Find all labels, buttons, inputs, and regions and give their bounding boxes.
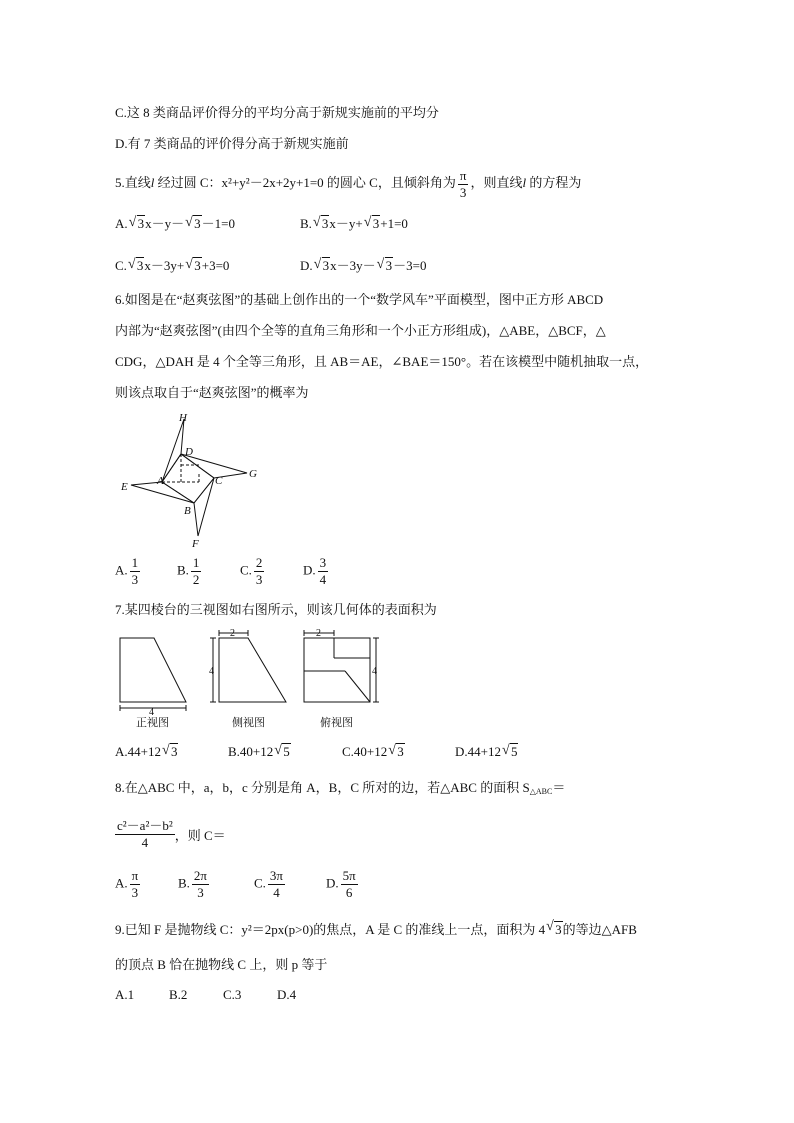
three-view-figure	[112, 624, 392, 734]
side-left-dim: 4	[209, 666, 214, 677]
q6-option-a: A. $\frac{1}{3}$	[115, 555, 139, 587]
q5-stem: 5.直线l 经过圆 C：x²+y²－2x+2y+1=0 的圆心 C，且倾斜角为 $\frac{\pi}{3}$ ，则直线l 的方程为	[115, 168, 582, 200]
q7-option-c: C.40+12 √ 3	[342, 743, 404, 759]
label-d: D	[185, 446, 193, 458]
label-front-view: 正视图	[136, 717, 169, 729]
q6-option-c: C. $\frac{2}{3}$	[240, 555, 263, 587]
label-side-view: 侧视图	[232, 717, 265, 729]
triangle-dah	[162, 419, 184, 482]
label-c: C	[215, 475, 223, 487]
top-right-dim: 4	[372, 666, 377, 677]
side-view	[219, 638, 286, 702]
q8-fraction-line: $\frac{\text{c²－a²－b²}}{4}$ ，则 C＝	[117, 818, 226, 850]
top-view	[304, 638, 370, 702]
side-top-dim: 2	[230, 628, 235, 639]
triangle-bcf	[194, 478, 214, 536]
label-b: B	[184, 505, 191, 517]
q6-option-d: D. $\frac{3}{4}$	[303, 555, 327, 587]
label-a: A	[157, 475, 164, 487]
q6-line4: 则该点取自于“赵爽弦图”的概率为	[115, 385, 309, 400]
q6-line1: 6.如图是在“赵爽弦图”的基础上创作出的一个“数学风车”平面模型，图中正方形 ABCD	[115, 292, 604, 307]
q5-option-a: A. √ 3x－y－ √ 3－1=0	[115, 215, 235, 231]
q5-option-b: B. √ 3x－y+ √ 3+1=0	[300, 215, 408, 231]
windmill-figure	[115, 405, 275, 550]
front-view	[120, 638, 186, 702]
label-f: F	[192, 538, 199, 550]
q5-option-d: D. √ 3x－3y－ √ 3－3=0	[300, 257, 427, 273]
front-dim: 4	[149, 707, 154, 718]
q8-option-d: D. $\frac{5\pi}{6}$	[326, 868, 356, 900]
q8-option-b: B. $\frac{2\pi}{3}$	[178, 868, 207, 900]
q9-option-b: B.2	[169, 987, 188, 1002]
top-top-dim: 2	[316, 628, 321, 639]
q9-option-a: A.1	[115, 987, 135, 1002]
q8-option-a: A. $\frac{\pi}{3}$	[115, 868, 139, 900]
label-h: H	[179, 412, 187, 424]
q9-option-c: C.3	[223, 987, 242, 1002]
option-d-text: D.有 7 类商品的评价得分高于新规实施前	[115, 136, 349, 151]
label-e: E	[121, 481, 128, 493]
q7-option-d: D.44+12 √ 5	[455, 743, 518, 759]
q8-option-c: C. $\frac{3\pi}{4}$	[254, 868, 283, 900]
q8-line1: 8.在△ABC 中，a，b，c 分别是角 A，B，C 所对的边，若△ABC 的面积 $S_{\triangle ABC}=$	[115, 780, 566, 796]
q5-option-c: C. √ 3x－3y+ √ 3+3=0	[115, 257, 230, 273]
q9-option-d: D.4	[277, 987, 297, 1002]
q9-line1: 9.已知 F 是抛物线 C：y²＝2px(p>0)的焦点，A 是 C 的准线上一点，面积为 4 √ 3的等边△AFB	[115, 919, 637, 937]
q9-line2: 的顶点 B 恰在抛物线 C 上，则 p 等于	[115, 957, 328, 972]
q6-line3: CDG，△DAH 是 4 个全等三角形，且 AB＝AE，∠BAE＝150°。若在该模型中随机抽取一点，	[115, 354, 649, 369]
q7-option-b: B.40+12 √ 5	[228, 743, 290, 759]
label-g: G	[249, 468, 257, 480]
q7-option-a: A.44+12 √ 3	[115, 743, 178, 759]
q6-line2: 内部为“赵爽弦图”(由四个全等的直角三角形和一个小正方形组成)，△ABE，△BCF，△	[115, 323, 606, 338]
q7-stem: 7.某四棱台的三视图如右图所示，则该几何体的表面积为	[115, 602, 437, 617]
label-top-view: 俯视图	[320, 717, 353, 729]
q6-option-b: B. $\frac{1}{2}$	[177, 555, 200, 587]
option-c-text: C.这 8 类商品评价得分的平均分高于新规实施前的平均分	[115, 105, 439, 120]
